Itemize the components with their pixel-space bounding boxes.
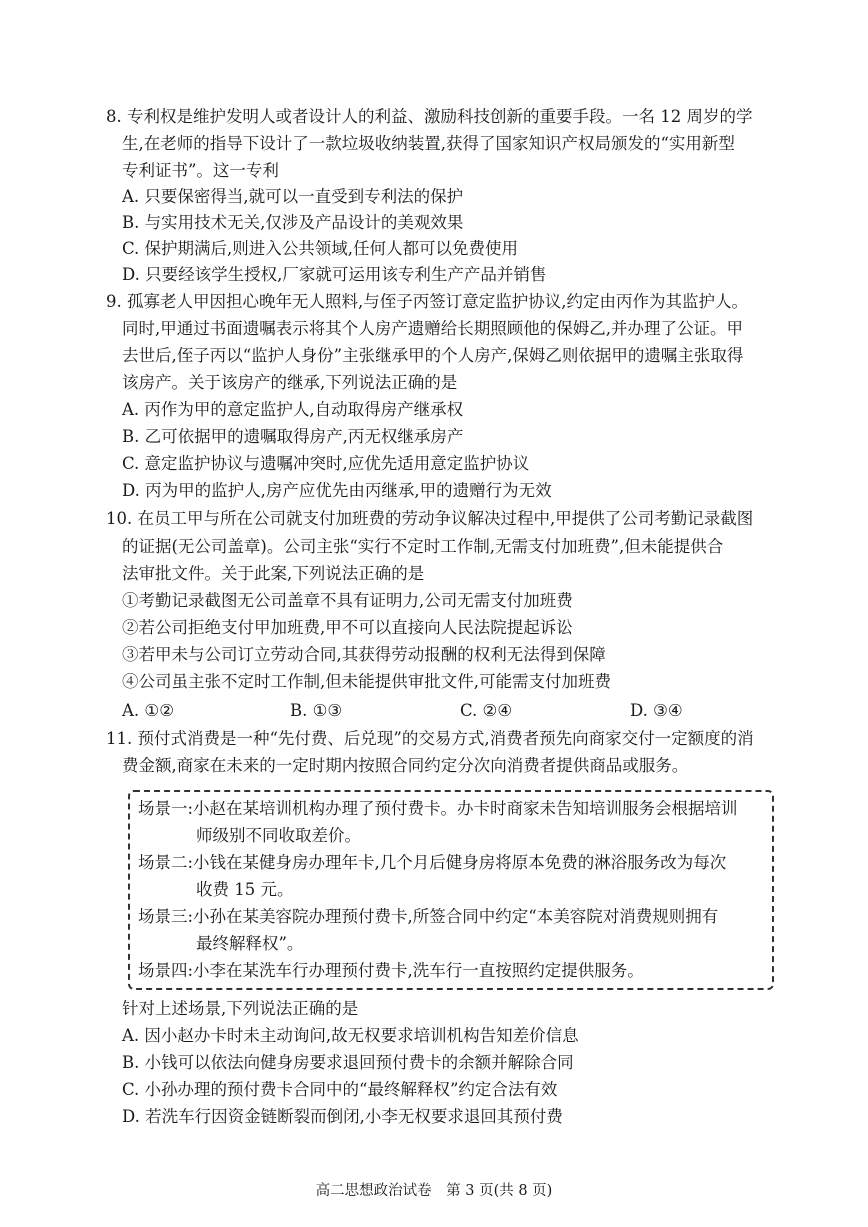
page-footer: 高二思想政治试卷 第 3 页(共 8 页) [315, 1183, 553, 1199]
scene-4-line-1: 场景四:小李在某洗车行办理预付费卡,洗车行一直按照约定提供服务。 [138, 961, 644, 980]
scene-3-line-1: 场景三:小孙在某美容院办理预付费卡,所签合同中约定“本美容院对消费规则拥有 [138, 907, 719, 926]
q10-line-1: 10. 在员工甲与所在公司就支付加班费的劳动争议解决过程中,甲提供了公司考勤记录截图 [106, 509, 754, 528]
q10-line-3: 法审批文件。关于此案,下列说法正确的是 [122, 564, 425, 583]
q11-option-d: D. 若洗车行因资金链断裂而倒闭,小李无权要求退回其预付费 [122, 1107, 563, 1126]
q11-line-2: 费金额,商家在未来的一定时期内按照合同约定分次向消费者提供商品或服务。 [122, 756, 689, 775]
scene-2-line-1: 场景二:小钱在某健身房办理年卡,几个月后健身房将原本免费的淋浴服务改为每次 [138, 853, 727, 872]
q9-line-4: 该房产。关于该房产的继承,下列说法正确的是 [122, 373, 458, 392]
q9-line-3: 去世后,侄子丙以“监护人身份”主张继承甲的个人房产,保姆乙则依据甲的遗嘱主张取得 [122, 346, 744, 365]
scene-1-line-2: 师级别不同收取差价。 [196, 826, 361, 845]
q10-statement-1: ①考勤记录截图无公司盖章不具有证明力,公司无需支付加班费 [122, 591, 573, 610]
q10-choice-a: A. ①② [122, 701, 174, 720]
q8-line-3: 专利证书”。这一专利 [122, 161, 279, 180]
q10-choice-d: D. ③④ [630, 701, 683, 720]
q10-statement-4: ④公司虽主张不定时工作制,但未能提供审批文件,可能需支付加班费 [122, 672, 611, 691]
q11-option-a: A. 因小赵办卡时未主动询问,故无权要求培训机构告知差价信息 [122, 1026, 579, 1045]
q10-choice-b: B. ①③ [290, 701, 343, 720]
scene-3-line-2: 最终解释权”。 [196, 934, 304, 953]
q10-statement-2: ②若公司拒绝支付甲加班费,甲不可以直接向人民法院提起诉讼 [122, 618, 573, 637]
scene-2-line-2: 收费 15 元。 [196, 880, 294, 899]
q9-line-1: 9. 孤寡老人甲因担心晚年无人照料,与侄子丙签订意定监护协议,约定由丙作为其监护人。 [106, 292, 748, 311]
q9-line-2: 同时,甲通过书面遗嘱表示将其个人房产遗赠给长期照顾他的保姆乙,并办理了公证。甲 [122, 319, 743, 338]
q8-option-a: A. 只要保密得当,就可以一直受到专利法的保护 [122, 187, 464, 206]
q9-option-d: D. 丙为甲的监护人,房产应优先由丙继承,甲的遗赠行为无效 [122, 481, 552, 500]
q11-option-b: B. 小钱可以依法向健身房要求退回预付费卡的余额并解除合同 [122, 1053, 574, 1072]
q9-option-c: C. 意定监护协议与遗嘱冲突时,应优先适用意定监护协议 [122, 454, 530, 473]
q11-stem: 针对上述场景,下列说法正确的是 [122, 999, 359, 1018]
scenario-box [128, 790, 774, 990]
q8-option-d: D. 只要经该学生授权,厂家就可运用该专利生产产品并销售 [122, 265, 547, 284]
q11-line-1: 11. 预付式消费是一种“先付费、后兑现”的交易方式,消费者预先向商家交付一定额度的消 [106, 729, 754, 748]
q10-line-2: 的证据(无公司盖章)。公司主张“实行不定时工作制,无需支付加班费”,但未能提供合 [122, 537, 724, 556]
q8-line-2: 生,在老师的指导下设计了一款垃圾收纳装置,获得了国家知识产权局颁发的“实用新型 [122, 134, 735, 153]
q8-line-1: 8. 专利权是维护发明人或者设计人的利益、激励科技创新的重要手段。一名 12 周岁的学 [106, 107, 753, 126]
q9-option-a: A. 丙作为甲的意定监护人,自动取得房产继承权 [122, 400, 464, 419]
q9-option-b: B. 乙可依据甲的遗嘱取得房产,丙无权继承房产 [122, 427, 464, 446]
q8-option-b: B. 与实用技术无关,仅涉及产品设计的美观效果 [122, 213, 464, 232]
q10-statement-3: ③若甲未与公司订立劳动合同,其获得劳动报酬的权利无法得到保障 [122, 645, 606, 664]
q11-option-c: C. 小孙办理的预付费卡合同中的“最终解释权”约定合法有效 [122, 1080, 558, 1099]
q10-choice-c: C. ②④ [460, 701, 513, 720]
scene-1-line-1: 场景一:小赵在某培训机构办理了预付费卡。办卡时商家未告知培训服务会根据培训 [138, 799, 738, 818]
q8-option-c: C. 保护期满后,则进入公共领域,任何人都可以免费使用 [122, 239, 519, 258]
